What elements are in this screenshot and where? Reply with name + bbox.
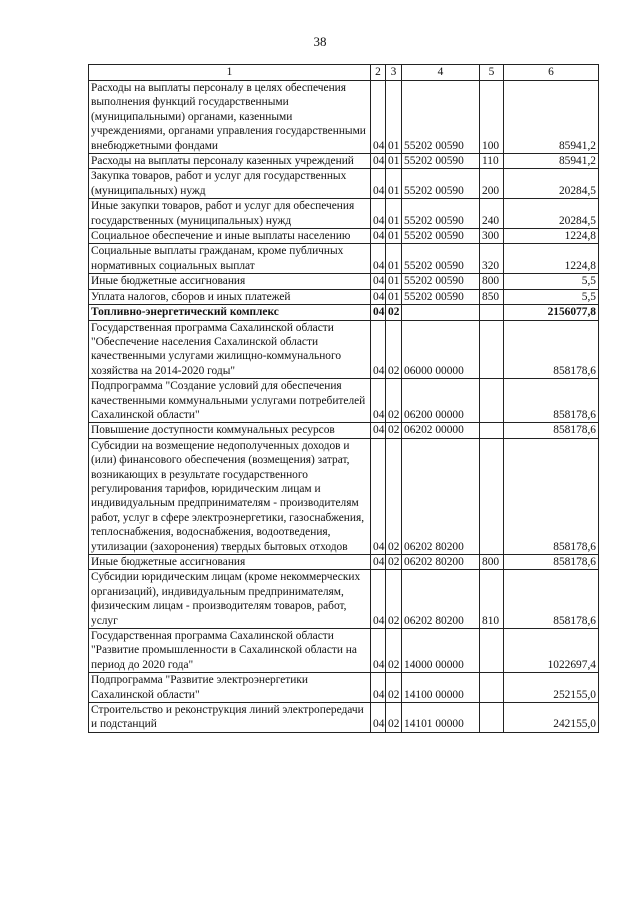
column-header: 6 [504,65,599,81]
row-name: Социальные выплаты гражданам, кроме публичных нормативных социальных выплат [89,244,371,274]
row-amount: 2156077,8 [504,305,599,320]
table-row [89,703,599,733]
row-amount: 242155,0 [504,703,599,733]
row-expense-type: 100 [480,81,504,154]
row-target-article: 55202 00590 [402,81,480,154]
header-row [89,65,599,81]
table-row [89,199,599,229]
page-number: 38 [313,34,327,49]
row-subsection: 02 [386,703,402,733]
row-expense-type: 300 [480,229,504,244]
table-row [89,379,599,423]
row-subsection: 01 [386,199,402,229]
row-name: Подпрограмма "Развитие электроэнергетики Сахалинской области" [89,673,371,703]
row-name: Расходы на выплаты персоналу в целях обеспечения выполнения функций государственными (муниципальными) органами, казенными учреждениями, органами управления государственными внебюджетными фондами [89,81,371,154]
row-subsection: 02 [386,379,402,423]
column-header: 1 [89,65,371,81]
row-expense-type [480,629,504,673]
row-expense-type [480,438,504,554]
row-subsection: 02 [386,570,402,629]
row-name: Социальное обеспечение и иные выплаты населению [89,229,371,244]
column-header: 3 [386,65,402,81]
row-expense-type [480,305,504,320]
row-target-article: 06000 00000 [402,320,480,379]
row-name: Субсидии на возмещение недополученных доходов и (или) финансового обеспечения (возмещения) затрат, возникающих в результате государственного регулирования тарифов, юридическим лицам и индивидуальным предпринимателям - производителям работ, услуг в сфере электроэнергетики, газоснабжения, теплоснабжения, водоснабжения, водоотведения, утилизации (захоронения) твердых бытовых отходов [89,438,371,554]
row-section: 04 [371,629,386,673]
row-amount: 858178,6 [504,423,599,438]
table-row [89,673,599,703]
row-expense-type: 850 [480,289,504,304]
row-subsection: 01 [386,81,402,154]
table-row [89,169,599,199]
row-amount: 858178,6 [504,320,599,379]
table-row [89,629,599,673]
budget-table [88,64,599,733]
row-section: 04 [371,199,386,229]
row-subsection: 02 [386,320,402,379]
row-target-article: 55202 00590 [402,169,480,199]
row-target-article: 14000 00000 [402,629,480,673]
row-expense-type [480,673,504,703]
row-amount: 858178,6 [504,555,599,570]
row-target-article: 06202 00000 [402,423,480,438]
row-subsection: 02 [386,629,402,673]
row-section: 04 [371,320,386,379]
row-subsection: 01 [386,169,402,199]
row-amount: 1224,8 [504,244,599,274]
row-section: 04 [371,81,386,154]
row-amount: 20284,5 [504,199,599,229]
row-expense-type: 110 [480,154,504,169]
row-amount: 5,5 [504,274,599,289]
table-row-section-heading [89,305,599,320]
row-name: Расходы на выплаты персоналу казенных учреждений [89,154,371,169]
row-target-article: 14101 00000 [402,703,480,733]
row-section: 04 [371,570,386,629]
row-amount: 5,5 [504,289,599,304]
row-expense-type [480,320,504,379]
table-row [89,320,599,379]
row-subsection: 02 [386,673,402,703]
row-subsection: 01 [386,154,402,169]
table-row [89,274,599,289]
row-expense-type [480,703,504,733]
row-section: 04 [371,438,386,554]
row-expense-type: 200 [480,169,504,199]
row-subsection: 01 [386,274,402,289]
column-header: 4 [402,65,480,81]
row-name: Топливно-энергетический комплекс [89,305,371,320]
row-name: Уплата налогов, сборов и иных платежей [89,289,371,304]
row-amount: 858178,6 [504,438,599,554]
row-amount: 85941,2 [504,154,599,169]
row-subsection: 01 [386,244,402,274]
row-subsection: 02 [386,305,402,320]
row-target-article: 06202 80200 [402,570,480,629]
row-target-article: 06200 00000 [402,379,480,423]
row-name: Субсидии юридическим лицам (кроме некоммерческих организаций), индивидуальным предпринимателям, физическим лицам - производителям товаров, работ, услуг [89,570,371,629]
table-row [89,570,599,629]
row-name: Государственная программа Сахалинской области "Развитие промышленности в Сахалинской области на период до 2020 года" [89,629,371,673]
table-row [89,244,599,274]
row-section: 04 [371,229,386,244]
row-name: Иные закупки товаров, работ и услуг для обеспечения государственных (муниципальных) нужд [89,199,371,229]
row-section: 04 [371,555,386,570]
row-amount: 1224,8 [504,229,599,244]
row-target-article: 14100 00000 [402,673,480,703]
row-expense-type [480,423,504,438]
row-target-article: 55202 00590 [402,289,480,304]
column-header: 2 [371,65,386,81]
table-row [89,229,599,244]
row-section: 04 [371,673,386,703]
row-name: Иные бюджетные ассигнования [89,274,371,289]
row-name: Закупка товаров, работ и услуг для государственных (муниципальных) нужд [89,169,371,199]
row-target-article: 55202 00590 [402,199,480,229]
row-subsection: 02 [386,438,402,554]
table-row [89,81,599,154]
row-target-article: 55202 00590 [402,274,480,289]
row-subsection: 02 [386,555,402,570]
row-subsection: 01 [386,289,402,304]
row-section: 04 [371,154,386,169]
row-name: Иные бюджетные ассигнования [89,555,371,570]
row-section: 04 [371,274,386,289]
row-section: 04 [371,244,386,274]
table-row [89,423,599,438]
row-expense-type: 320 [480,244,504,274]
row-name: Государственная программа Сахалинской области "Обеспечение населения Сахалинской области качественными услугами жилищно-коммунального хозяйства на 2014-2020 годы" [89,320,371,379]
table-row [89,289,599,304]
row-expense-type [480,379,504,423]
row-expense-type: 240 [480,199,504,229]
row-target-article: 55202 00590 [402,229,480,244]
row-target-article: 55202 00590 [402,154,480,169]
row-subsection: 02 [386,423,402,438]
row-target-article [402,305,480,320]
row-amount: 1022697,4 [504,629,599,673]
row-amount: 85941,2 [504,81,599,154]
row-target-article: 55202 00590 [402,244,480,274]
row-expense-type: 800 [480,274,504,289]
row-name: Повышение доступности коммунальных ресурсов [89,423,371,438]
row-section: 04 [371,289,386,304]
row-target-article: 06202 80200 [402,555,480,570]
column-header: 5 [480,65,504,81]
row-expense-type: 800 [480,555,504,570]
row-section: 04 [371,169,386,199]
row-section: 04 [371,703,386,733]
table-row [89,555,599,570]
row-section: 04 [371,379,386,423]
row-name: Подпрограмма "Создание условий для обеспечения качественными коммунальными услугами потребителей Сахалинской области" [89,379,371,423]
row-section: 04 [371,305,386,320]
row-expense-type: 810 [480,570,504,629]
table-row [89,154,599,169]
row-subsection: 01 [386,229,402,244]
row-name: Строительство и реконструкция линий электропередачи и подстанций [89,703,371,733]
row-amount: 252155,0 [504,673,599,703]
row-amount: 20284,5 [504,169,599,199]
row-section: 04 [371,423,386,438]
row-target-article: 06202 80200 [402,438,480,554]
row-amount: 858178,6 [504,570,599,629]
table-row [89,438,599,554]
row-amount: 858178,6 [504,379,599,423]
